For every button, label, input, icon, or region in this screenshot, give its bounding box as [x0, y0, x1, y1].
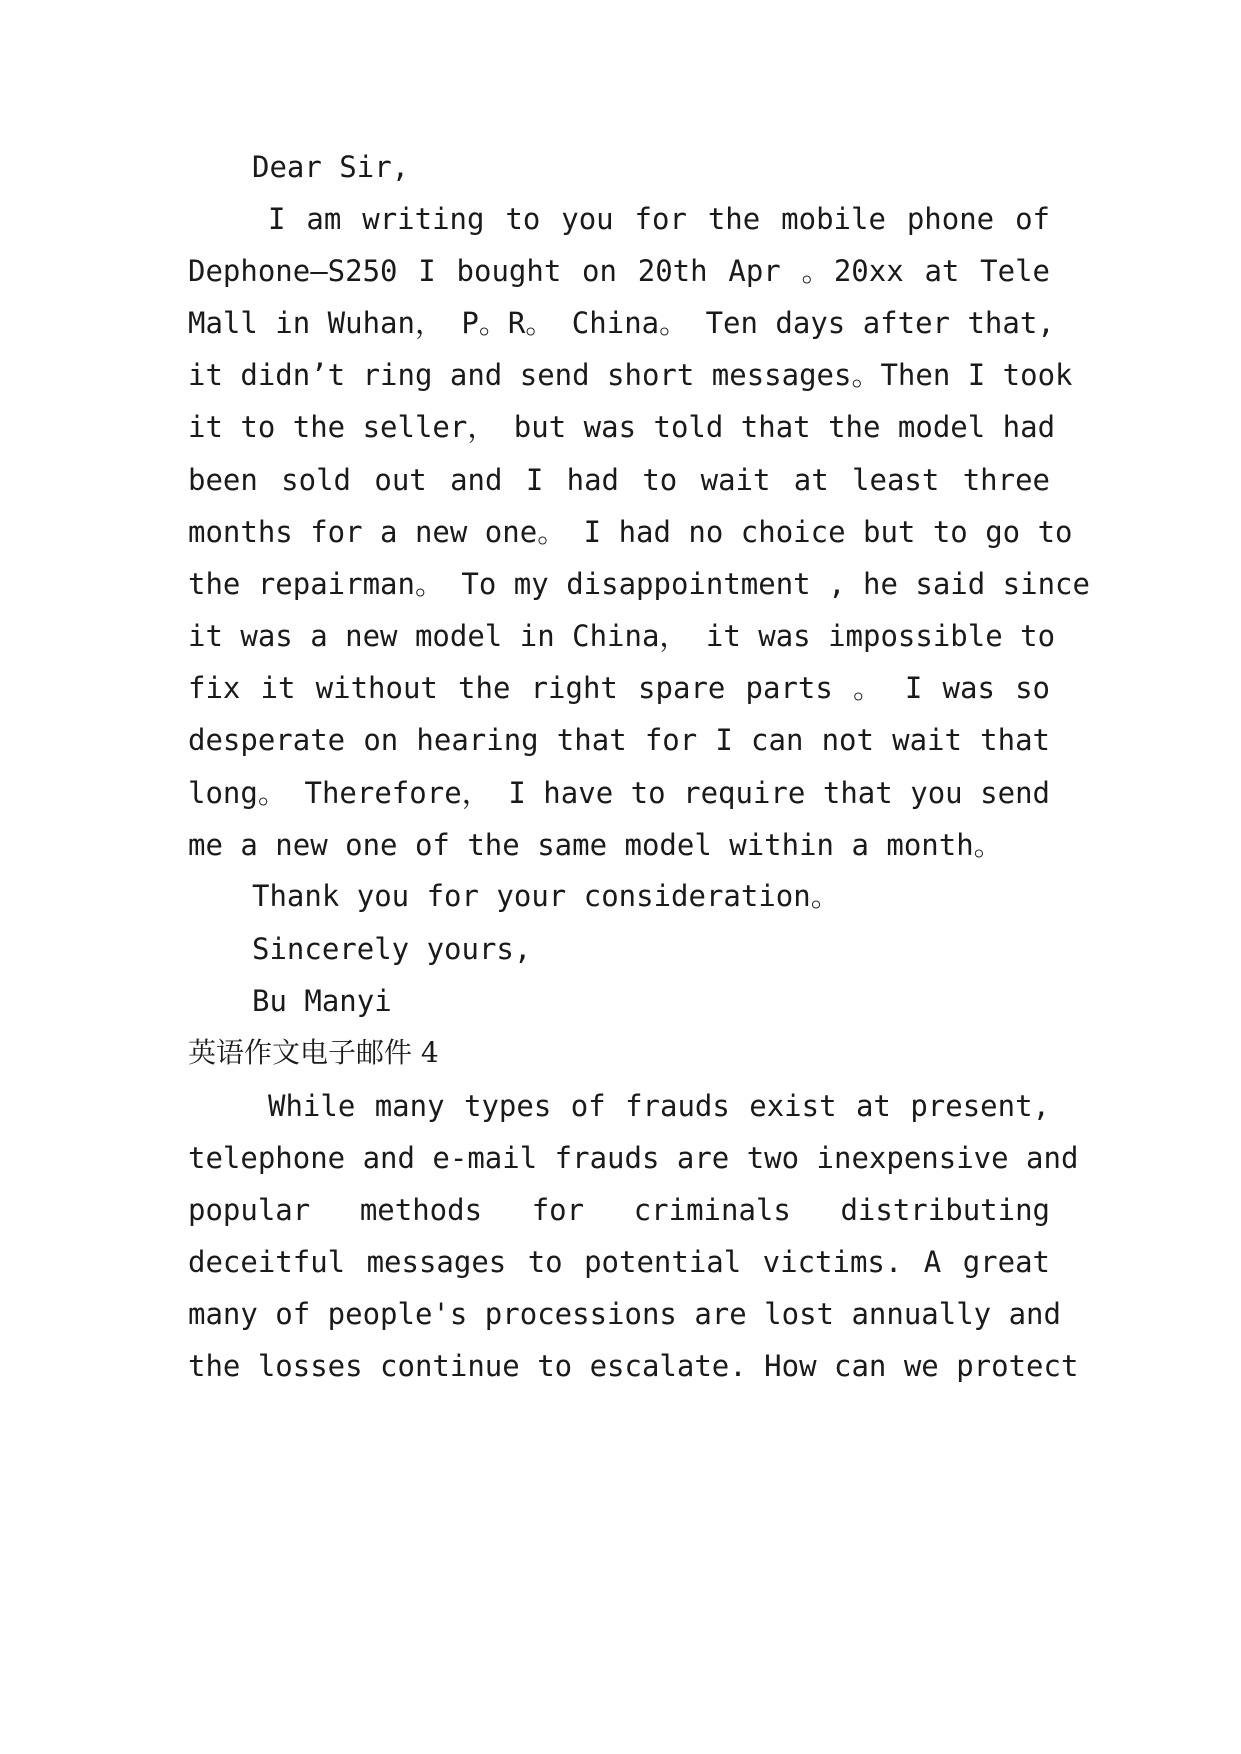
letter-body-line-10: fix it without the right spare parts 。 I was so [188, 671, 1050, 705]
letter-body-line-4: it didn’t ring and send short messages。Then I took [188, 358, 1073, 392]
section-heading: 英语作文电子邮件 4 [188, 1036, 439, 1069]
essay-line-2: telephone and e-mail frauds are two inexpensive and [188, 1141, 1079, 1175]
letter-closing: Sincerely yours, [252, 932, 532, 966]
letter-body-line-5: it to the seller， but was told that the model had [188, 410, 1056, 444]
essay-line-3: popular methods for criminals distributing [188, 1193, 1050, 1227]
letter-body-line-1: I am writing to you for the mobile phone of [268, 202, 1050, 236]
letter-body-line-12: long。 Therefore， I have to require that you send [188, 776, 1050, 810]
letter-body-line-9: it was a new model in China， it was impossible to [188, 619, 1056, 653]
essay-line-4: deceitful messages to potential victims. A great [188, 1245, 1050, 1279]
letter-body-line-6: been sold out and I had to wait at least three [188, 463, 1050, 497]
letter-body-line-13: me a new one of the same model within a month。 [188, 828, 1003, 862]
letter-body-line-3: Mall in Wuhan， P。R。 China。 Ten days after that, [188, 306, 1055, 340]
essay-line-1: While many types of frauds exist at present, [268, 1089, 1050, 1123]
letter-body-line-2: Dephone—S250 I bought on 20th Apr 。20xx at Tele [188, 254, 1050, 288]
essay-line-5: many of people's processions are lost annually and [188, 1297, 1061, 1331]
letter-salutation: Dear Sir, [252, 150, 410, 184]
letter-body-line-8: the repairman。 To my disappointment , he said since [188, 567, 1090, 601]
letter-body-line-7: months for a new one。 I had no choice but to go to [188, 515, 1073, 549]
letter-signature: Bu Manyi [252, 984, 392, 1018]
letter-body-line-11: desperate on hearing that for I can not wait that [188, 723, 1050, 757]
essay-line-6: the losses continue to escalate. How can we protect [188, 1349, 1079, 1383]
letter-thanks: Thank you for your consideration。 [252, 879, 840, 913]
